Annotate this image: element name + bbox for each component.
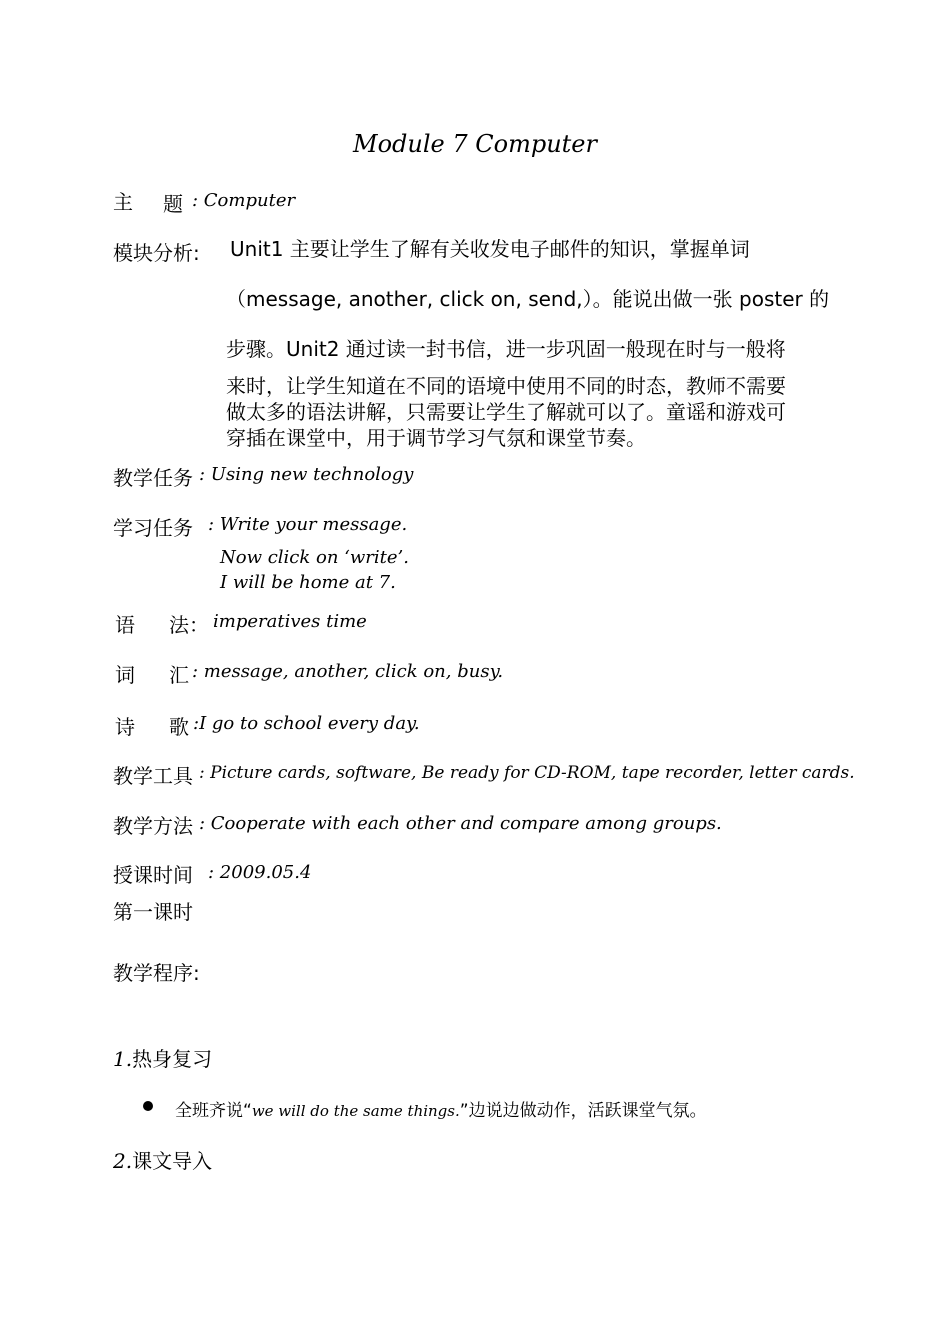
learning-task-extra-2: I will be home at 7. [220, 572, 396, 593]
analysis-label: 模块分析: [113, 241, 200, 265]
bullet-item-1 [175, 1096, 707, 1121]
step-1-number: 1. [113, 1047, 133, 1071]
poem-label-b: 歌 [169, 715, 189, 739]
analysis-line-2: （message, another, click on, send,）。能说出做一张 poster 的 [226, 287, 830, 311]
analysis-line-1: Unit1 主要让学生了解有关收发电子邮件的知识，掌握单词 [230, 237, 750, 261]
method-label: 教学方法 [113, 814, 193, 838]
lesson-label: 第一课时 [113, 900, 193, 924]
analysis-line-5: 做太多的语法讲解，只需要让学生了解就可以了。童谣和游戏可 [226, 400, 786, 424]
grammar-label-b: 法： [169, 613, 209, 637]
bullet-quote: we will do the same things. [251, 1102, 460, 1120]
poem-value: :I go to school every day. [193, 713, 420, 734]
step-1-text: 热身复习 [132, 1047, 213, 1071]
poem-label-a: 诗 [115, 715, 135, 739]
teaching-task-value: : Using new technology [199, 464, 414, 485]
analysis-line-6: 穿插在课堂中，用于调节学习气氛和课堂节奏。 [226, 426, 646, 450]
learning-task-label: 学习任务 [113, 516, 193, 540]
learning-task-value: : Write your message. [208, 514, 408, 535]
time-value: : 2009.05.4 [208, 862, 312, 883]
procedure-heading: 教学程序: [113, 961, 200, 985]
step-2 [113, 1145, 212, 1174]
time-label: 授课时间 [113, 863, 193, 887]
step-2-number: 2. [113, 1149, 133, 1173]
vocab-label-b: 汇 [169, 663, 189, 687]
bullet-pre: 全班齐说“ [175, 1101, 252, 1121]
step-1 [113, 1043, 212, 1072]
vocab-value: : message, another, click on, busy. [192, 661, 504, 682]
page-title: Module 7 Computer [353, 130, 597, 158]
method-value: : Cooperate with each other and compare among groups. [199, 813, 722, 834]
bullet-icon [143, 1101, 153, 1111]
tools-value: : Picture cards, software, Be ready for CD-ROM, tape recorder, letter cards. [199, 763, 855, 783]
learning-task-extra-1: Now click on ‘write’. [220, 547, 409, 568]
grammar-value: imperatives time [213, 611, 367, 632]
theme-label-b: 题 [163, 192, 183, 216]
analysis-line-4: 来时，让学生知道在不同的语境中使用不同的时态，教师不需要 [226, 374, 786, 398]
theme-value: : Computer [192, 190, 296, 211]
theme-label-a: 主 [113, 190, 133, 214]
tools-label: 教学工具 [113, 764, 193, 788]
teaching-task-label: 教学任务 [113, 466, 193, 490]
analysis-line-3: 步骤。Unit2 通过读一封书信，进一步巩固一般现在时与一般将 [226, 337, 786, 361]
vocab-label-a: 词 [115, 663, 135, 687]
bullet-post: ”边说边做动作，活跃课堂气氛。 [459, 1101, 707, 1121]
step-2-text: 课文导入 [132, 1149, 213, 1173]
grammar-label-a: 语 [115, 613, 135, 637]
